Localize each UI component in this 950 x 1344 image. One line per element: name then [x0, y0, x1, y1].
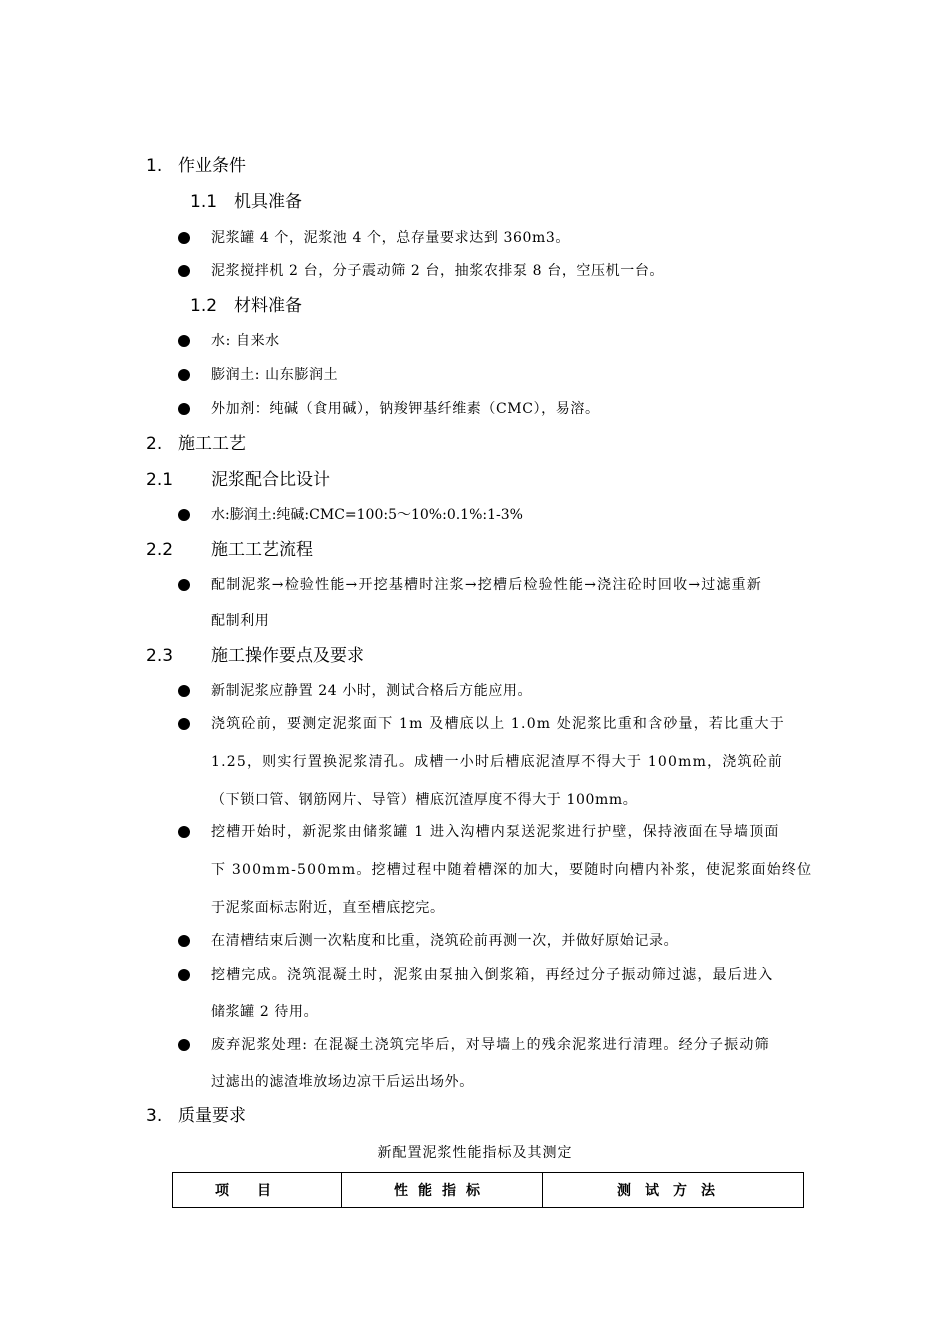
heading-3	[146, 1106, 246, 1126]
paragraph-line: 新制泥浆应静置 24 小时，测试合格后方能应用。	[211, 683, 533, 699]
heading-1	[146, 156, 246, 176]
list-item: 泥浆罐 4 个，泥浆池 4 个，总存量要求达到 360m3。	[211, 230, 570, 246]
table-caption: 新配置泥浆性能指标及其测定	[377, 1145, 573, 1161]
heading-number: 2.3	[146, 646, 174, 666]
paragraph-line: 1.25，则实行置换泥浆清孔。成槽一小时后槽底泥渣厚不得大于 100mm，浇筑砼前	[211, 754, 784, 770]
paragraph-line: （下锁口管、钢筋网片、导管）槽底沉渣厚度不得大于 100mm。	[211, 792, 638, 808]
table-header-cell: 测试方法	[543, 1173, 804, 1208]
heading-number: 1.2	[190, 296, 218, 316]
paragraph-line: 储浆罐 2 待用。	[211, 1004, 319, 1020]
bullet-icon	[178, 969, 190, 981]
heading-1-1	[190, 192, 302, 212]
list-item: 泥浆搅拌机 2 台，分子震动筛 2 台，抽浆农排泵 8 台，空压机一台。	[211, 263, 665, 279]
list-item: 水: 自来水	[211, 333, 280, 349]
paragraph-line: 下 300mm-500mm。挖槽过程中随着槽深的加大，要随时向槽内补浆，使泥浆面始终位	[211, 862, 813, 878]
bullet-icon	[178, 1039, 190, 1051]
heading-2-2	[146, 540, 313, 560]
bullet-icon	[178, 685, 190, 697]
heading-number: 2.	[146, 434, 163, 454]
bullet-icon	[178, 369, 190, 381]
paragraph-line: 浇筑砼前，要测定泥浆面下 1m 及槽底以上 1.0m 处泥浆比重和含砂量，若比重大于	[211, 716, 785, 732]
bullet-icon	[178, 579, 190, 591]
table-header-row	[173, 1173, 804, 1208]
heading-title: 质量要求	[178, 1106, 246, 1126]
heading-title: 作业条件	[178, 156, 246, 176]
table-header-cell: 项目	[173, 1173, 342, 1208]
bullet-icon	[178, 826, 190, 838]
heading-title: 材料准备	[234, 296, 302, 316]
bullet-icon	[178, 403, 190, 415]
paragraph-line: 配制泥浆→检验性能→开挖基槽时注浆→挖槽后检验性能→浇注砼时回收→过滤重新	[211, 577, 763, 593]
heading-2-1	[146, 470, 330, 490]
paragraph-line: 废弃泥浆处理: 在混凝土浇筑完毕后，对导墙上的残余泥浆进行清理。经分子振动筛	[211, 1037, 770, 1053]
heading-number: 3.	[146, 1106, 163, 1126]
bullet-icon	[178, 335, 190, 347]
heading-title: 机具准备	[234, 192, 302, 212]
heading-number: 2.2	[146, 540, 174, 560]
list-item: 水:膨润土:纯碱:CMC=100:5～10%:0.1%:1-3%	[211, 507, 523, 523]
bullet-icon	[178, 718, 190, 730]
heading-2-3	[146, 646, 364, 666]
heading-title: 泥浆配合比设计	[211, 470, 330, 490]
bullet-icon	[178, 232, 190, 244]
heading-2	[146, 434, 246, 454]
paragraph-line: 于泥浆面标志附近，直至槽底挖完。	[211, 900, 445, 916]
heading-title: 施工工艺	[178, 434, 246, 454]
list-item: 膨润土: 山东膨润土	[211, 367, 339, 383]
bullet-icon	[178, 509, 190, 521]
list-item: 外加剂：纯碱（食用碱），钠羧钾基纤维素（CMC），易溶。	[211, 401, 600, 417]
heading-number: 2.1	[146, 470, 174, 490]
heading-title: 施工操作要点及要求	[211, 646, 364, 666]
heading-1-2	[190, 296, 302, 316]
spec-table	[172, 1172, 804, 1208]
heading-title: 施工工艺流程	[211, 540, 313, 560]
bullet-icon	[178, 935, 190, 947]
paragraph-line: 配制利用	[211, 613, 270, 629]
heading-number: 1.1	[190, 192, 218, 212]
table-header-cell: 性能指标	[342, 1173, 543, 1208]
paragraph-line: 过滤出的滤渣堆放场边凉干后运出场外。	[211, 1074, 474, 1090]
paragraph-line: 挖槽开始时，新泥浆由储浆罐 1 进入沟槽内泵送泥浆进行护壁，保持液面在导墙顶面	[211, 824, 780, 840]
heading-number: 1.	[146, 156, 163, 176]
bullet-icon	[178, 265, 190, 277]
paragraph-line: 挖槽完成。浇筑混凝土时，泥浆由泵抽入倒浆箱，再经过分子振动筛过滤，最后进入	[211, 967, 774, 983]
paragraph-line: 在清槽结束后测一次粘度和比重，浇筑砼前再测一次，并做好原始记录。	[211, 933, 679, 949]
